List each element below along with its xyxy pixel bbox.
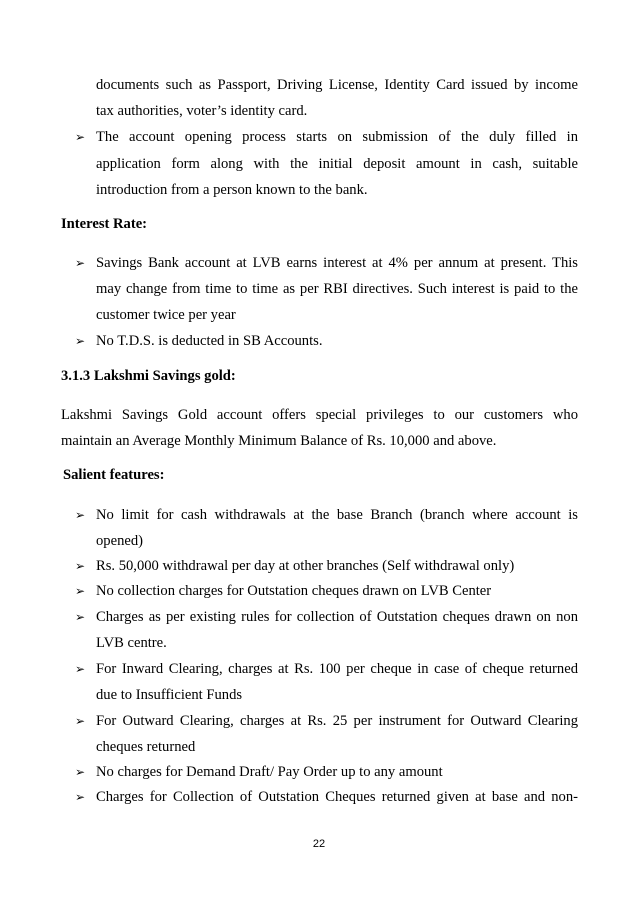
text-line: introduction from a person known to the bank. (96, 182, 368, 198)
bullet-arrow-icon: ➢ (75, 559, 86, 573)
bullet-arrow-icon: ➢ (75, 334, 86, 348)
text-line: cheques returned (96, 739, 196, 755)
text-line: LVB centre. (96, 635, 167, 651)
bullet-arrow-icon: ➢ (75, 662, 86, 676)
bullet-item-text: No charges for Demand Draft/ Pay Order up to any amount (96, 764, 443, 780)
bullet-arrow-icon: ➢ (75, 584, 86, 598)
text-line: opened) (96, 533, 144, 549)
bullet-item-text: Savings Bank account at LVB earns interest at 4% per annum at present. This (96, 255, 578, 271)
bullet-item-text: No collection charges for Outstation cheques drawn on LVB Center (96, 583, 492, 599)
bullet-arrow-icon: ➢ (75, 714, 86, 728)
text-line: due to Insufficient Funds (96, 687, 243, 703)
page-number: 22 (312, 838, 326, 850)
text-line: tax authorities, voter’s identity card. (96, 103, 308, 119)
bullet-item-text: Rs. 50,000 withdrawal per day at other branches (Self withdrawal only) (96, 558, 515, 574)
text-line: may change from time to time as per RBI directives. Such interest is paid to the (96, 281, 578, 297)
bullet-arrow-icon: ➢ (75, 508, 86, 522)
bullet-arrow-icon: ➢ (75, 610, 86, 624)
bullet-item-text: The account opening process starts on submission of the duly filled in (96, 129, 578, 145)
bullet-arrow-icon: ➢ (75, 256, 86, 270)
section-heading-salient-features: Salient features: (63, 467, 165, 483)
bullet-item-text: For Outward Clearing, charges at Rs. 25 per instrument for Outward Clearing (96, 713, 578, 729)
bullet-item-text: Charges as per existing rules for collection of Outstation cheques drawn on non (96, 609, 578, 625)
text-line: application form along with the initial deposit amount in cash, suitable (96, 156, 578, 172)
bullet-item-text: No limit for cash withdrawals at the base Branch (branch where account is (96, 507, 578, 523)
bullet-item-text: Charges for Collection of Outstation Cheques returned given at base and non- (96, 789, 578, 805)
bullet-arrow-icon: ➢ (75, 765, 86, 779)
bullet-item-text: No T.D.S. is deducted in SB Accounts. (96, 333, 323, 349)
bullet-arrow-icon: ➢ (75, 790, 86, 804)
section-heading-interest-rate: Interest Rate: (61, 216, 148, 232)
bullet-arrow-icon: ➢ (75, 130, 86, 144)
text-line: documents such as Passport, Driving License, Identity Card issued by income (96, 77, 578, 93)
text-line: customer twice per year (96, 307, 236, 323)
paragraph-line: maintain an Average Monthly Minimum Balance of Rs. 10,000 and above. (61, 433, 497, 449)
paragraph-line: Lakshmi Savings Gold account offers special privileges to our customers who (61, 407, 578, 423)
section-heading-lakshmi-savings-gold: 3.1.3 Lakshmi Savings gold: (61, 368, 236, 384)
bullet-item-text: For Inward Clearing, charges at Rs. 100 per cheque in case of cheque returned (96, 661, 578, 677)
